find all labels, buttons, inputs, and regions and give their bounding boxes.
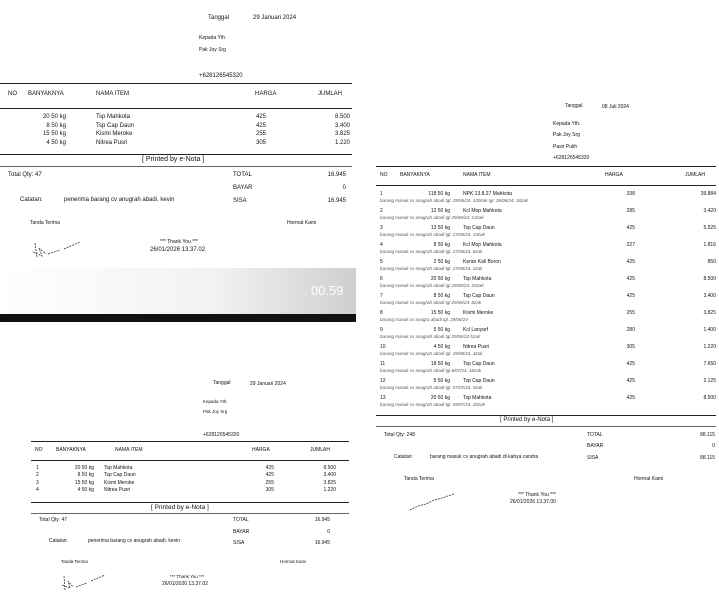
notes-label: Catatan: (20, 197, 43, 203)
row-note: barang masuk cv anugrah abadi tgl 29/06/24. 20zak (380, 283, 484, 288)
column-header-no: NO (35, 447, 43, 453)
row-note: barang masuk cv anugrah abadi tgl. 07/07/24. 5zak (380, 385, 483, 390)
row-amount: 3.400 (703, 293, 716, 299)
sender-signature-label: Hormat Kami (287, 220, 317, 226)
row-price: 280 (626, 327, 635, 333)
table-row (36, 487, 336, 495)
row-no: 13 (380, 395, 386, 401)
thank-you-message: *** Thank You *** (160, 239, 198, 245)
row-item: Nitrea Pusri (104, 487, 131, 494)
sisa-value: 88.115 (700, 455, 715, 461)
row-item: Tsp Cap Daun (463, 293, 495, 299)
row-amount: 8.500 (334, 114, 350, 121)
table-row (36, 479, 336, 487)
row-qty: 8 50 kg (433, 293, 450, 299)
recipient-label: Kepada Yth. (203, 399, 228, 404)
column-header-item: NAMA ITEM (463, 172, 491, 178)
header-bottom-rule (0, 108, 352, 109)
row-price: 425 (626, 378, 635, 384)
row-no: 7 (380, 293, 383, 299)
row-amount: 5.525 (703, 225, 716, 231)
column-header-price: HARGA (255, 91, 277, 97)
row-item: Tsp Cap Daun (463, 378, 495, 384)
receiver-signature-label: Tanda Terima (30, 220, 60, 226)
video-timer: 00.59 (311, 283, 344, 298)
row-amount: 1.400 (703, 327, 716, 333)
row-qty: 20 50 kg (430, 395, 450, 401)
row-qty: 12 50 kg (430, 208, 450, 214)
row-amount: 3.420 (703, 208, 716, 214)
row-note: barang masuk cv anugrah abadi tgl. 29/06/24. 4zak (380, 351, 483, 356)
items-table (10, 113, 350, 147)
total-value: 16.945 (327, 172, 346, 178)
row-amount: 1.220 (703, 344, 716, 350)
row-item: Tsp Cap Daun (463, 225, 495, 231)
row-qty: 5 50 kg (433, 327, 450, 333)
row-no: 4 (380, 242, 383, 248)
row-qty: 18 50 kg (430, 361, 450, 367)
receiver-signature-label: Tanda Terima (61, 559, 88, 564)
column-header-no: NO (380, 172, 388, 178)
row-note: barang masuk cv anugra abadi tgl. 29/06/24 (380, 317, 468, 322)
video-progress-bar[interactable] (0, 314, 356, 322)
column-header-qty: BANYAKNYA (56, 447, 86, 453)
row-item: Tsp Mahkota (463, 276, 492, 282)
notes-label: Catatan: (394, 454, 413, 460)
receiver-signature-label: Tanda Terima (404, 476, 434, 482)
bayar-value: 0 (342, 185, 346, 191)
column-header-amount: JUMLAH (318, 91, 343, 97)
row-qty: 4 50 kg (77, 487, 94, 494)
row-item: Kismi Meroke (96, 131, 133, 138)
row-qty: 20 50 kg (430, 276, 450, 282)
row-price: 227 (626, 242, 635, 248)
row-price: 285 (626, 208, 635, 214)
row-no: 10 (380, 344, 386, 350)
row-price: 425 (626, 361, 635, 367)
row-price: 425 (265, 464, 274, 471)
row-amount: 8.500 (323, 464, 336, 471)
row-note: barang masuk cv anugrah abadi tgl. 27/06/24. 8zak (380, 249, 483, 254)
column-header-qty: BANYAKNYA (28, 91, 64, 97)
notes-value: penerima barang cv anugrah abadi. kevin (64, 197, 175, 203)
row-price: 425 (256, 122, 267, 129)
row-no: 8 (380, 310, 383, 316)
row-amount: 3.825 (334, 131, 350, 138)
row-qty: 20 50 kg (42, 114, 66, 121)
table-bottom-rule (0, 154, 352, 155)
date-label: Tanggal (565, 103, 583, 109)
row-qty: 15 50 kg (74, 479, 94, 486)
row-no: 1 (380, 191, 383, 197)
invoice-document-a (0, 0, 356, 322)
row-price: 425 (626, 225, 635, 231)
table-row (10, 130, 350, 139)
column-header-price: HARGA (605, 172, 623, 178)
row-price: 305 (256, 139, 267, 146)
header-bottom-rule (31, 460, 349, 461)
handwritten-signature (59, 573, 109, 595)
row-note: barang masuk cv anugrah abadi tgl. 09/07/24. 20zak (380, 402, 485, 407)
row-qty: 20 50 kg (74, 464, 94, 471)
row-amount: 2.125 (703, 378, 716, 384)
recipient-label: Kepada Yth. (199, 35, 227, 41)
notes-value: penerima barang cv anugrah abadi. kevin (88, 538, 181, 544)
row-price: 425 (626, 276, 635, 282)
date-label: Tanggal (208, 15, 230, 21)
row-note: barang masuk cv anugrah abadi tgl 6/07/24. 18zak (380, 368, 482, 373)
handwritten-signature (30, 240, 86, 262)
table-row (36, 464, 336, 472)
customer-phone: +628126545320 (199, 73, 243, 79)
thank-you-message: *** Thank You *** (518, 492, 556, 498)
row-price: 425 (626, 293, 635, 299)
row-amount: 1.220 (334, 139, 350, 146)
column-header-no: NO (8, 91, 17, 97)
printed-by: [ Printed by e-Nota ] (500, 417, 554, 423)
notes-value: barang masuk cv anugrah abadi di kahya candra (430, 454, 539, 460)
row-item: Kismi Meroke (104, 479, 135, 486)
printed-timestamp: 26/01/2026 13.37.02 (150, 247, 206, 253)
row-qty: 15 50 kg (430, 310, 450, 316)
row-item: Kcl Mop Mahkota (463, 242, 502, 248)
row-note: barang masuk cv anugrah abadi tgl 29/06/24. 12zak (380, 215, 484, 220)
table-row (10, 122, 350, 131)
row-qty: 118 50 kg (428, 191, 450, 197)
row-no: 2 (380, 208, 383, 214)
row-amount: 3.825 (323, 479, 336, 486)
total-label: TOTAL (587, 432, 603, 438)
row-no: 2 (36, 472, 39, 479)
row-amount: 3.825 (703, 310, 716, 316)
sender-signature-label: Hormat Kami (280, 559, 307, 564)
row-item: Tsp Mahkota (104, 464, 133, 471)
row-amount: 7.650 (703, 361, 716, 367)
table-bottom-rule (376, 415, 716, 416)
row-item: Tsp Cap Daun (463, 361, 495, 367)
column-header-item: NAMA ITEM (96, 91, 130, 97)
column-header-item: NAMA ITEM (115, 447, 143, 453)
total-qty: Total Qty: 47 (8, 172, 42, 178)
row-qty: 8 50 kg (433, 242, 450, 248)
row-price: 425 (626, 395, 635, 401)
date-label: Tanggal (213, 380, 231, 386)
table-top-rule (0, 83, 352, 84)
printed-timestamp: 26/01/2026 13.37.00 (510, 499, 556, 505)
printed-timestamp: 26/01/2026 13.37.02 (162, 581, 208, 587)
row-item: Kcl Mop Mahkota (463, 208, 502, 214)
bayar-label: BAYAR (587, 443, 604, 449)
row-no: 3 (36, 479, 39, 486)
table-row (36, 472, 336, 480)
row-no: 9 (380, 327, 383, 333)
row-item: Kismi Meroke (463, 310, 494, 316)
row-no: 1 (36, 464, 39, 471)
customer-name: Pak Joy Srg (203, 409, 228, 414)
date-value: 29 Januari 2024 (253, 15, 297, 21)
row-no: 12 (380, 378, 386, 384)
row-note: barang masuk cv anugrah abadi tgl. 27/06/24. 13zak (380, 232, 485, 237)
thank-you-message: *** Thank You *** (170, 574, 205, 579)
customer-name: Pak Joy Srg (553, 132, 580, 138)
column-header-amount: JUMLAH (685, 172, 706, 178)
row-price: 305 (265, 487, 274, 494)
row-no: 6 (380, 276, 383, 282)
video-overlay (0, 268, 356, 314)
row-qty: 8 50 kg (46, 122, 66, 129)
date-value: 29 Januari 2024 (250, 381, 286, 387)
column-header-amount: JUMLAH (310, 447, 331, 453)
row-amount: 1.816 (703, 242, 716, 248)
row-qty: 4 50 kg (433, 344, 450, 350)
sisa-value: 16.945 (314, 540, 330, 546)
row-qty: 13 50 kg (430, 225, 450, 231)
sender-signature-label: Hormat Kami (634, 476, 664, 482)
footer-rule (0, 166, 352, 167)
table-top-rule (376, 166, 716, 167)
footer-rule (31, 513, 349, 514)
row-price: 255 (265, 479, 274, 486)
row-amount: 8.500 (703, 395, 716, 401)
table-top-rule (31, 441, 349, 442)
bayar-label: BAYAR (233, 185, 253, 191)
total-label: TOTAL (233, 517, 249, 523)
row-item: Nitrea Pusri (96, 139, 128, 146)
row-qty: 5 50 kg (433, 378, 450, 384)
total-label: TOTAL (233, 172, 252, 178)
footer-rule (376, 426, 716, 427)
row-no: 5 (380, 259, 383, 265)
row-note: barang masuk cv anugrah abadi tgl 29/06/24 5zak (380, 334, 480, 339)
row-qty: 15 50 kg (42, 131, 66, 138)
row-item: NPK 13.8.27 Mahkota (463, 191, 512, 197)
customer-name: Pak Joy Srg (199, 47, 226, 53)
bayar-value: 0 (327, 529, 330, 535)
total-qty: Total Qty: 248 (384, 432, 415, 438)
total-value: 88.115 (700, 432, 715, 438)
row-no: 11 (380, 361, 386, 367)
row-amount: 8.500 (703, 276, 716, 282)
row-amount: 39.884 (700, 191, 716, 197)
table-bottom-rule (31, 502, 349, 503)
bayar-label: BAYAR (233, 529, 250, 535)
row-item: Tsp Cap Daun (104, 472, 136, 479)
row-note: barang masuk cv anugrah abadi tgl. 27/06/24. 2zak (380, 266, 483, 271)
row-price: 305 (626, 344, 635, 350)
date-value: 08 Juli 2024 (602, 104, 629, 110)
invoice-document-b (372, 92, 719, 522)
printed-by: [ Printed by e-Nota ] (142, 156, 205, 163)
row-price: 425 (265, 472, 274, 479)
invoice-document-c (25, 370, 352, 611)
printed-by: [ Printed by e-Nota ] (151, 504, 209, 511)
table-row (10, 113, 350, 122)
handwritten-signature (408, 492, 458, 512)
row-qty: 4 50 kg (46, 139, 66, 146)
customer-phone: +628126545320 (203, 432, 240, 438)
row-item: Nitrea Pusri (463, 344, 490, 350)
row-qty: 2 50 kg (433, 259, 450, 265)
recipient-label: Kepada Yth. (553, 121, 581, 127)
notes-label: Catatan: (49, 538, 68, 544)
row-note: barang masuk cv anugrah abadi tgl 29/06/24. 8zak (380, 300, 482, 305)
row-item: Tsp Cap Daun (96, 122, 135, 129)
customer-location: Pasir Putih (553, 144, 578, 150)
row-qty: 8 50 kg (77, 472, 94, 479)
row-price: 255 (626, 310, 635, 316)
total-qty: Total Qty: 47 (39, 517, 68, 523)
row-amount: 1.220 (323, 487, 336, 494)
row-no: 3 (380, 225, 383, 231)
sisa-label: SISA (233, 540, 245, 546)
sisa-label: SISA (587, 455, 599, 461)
row-amount: 850 (707, 259, 716, 265)
items-table (36, 464, 336, 494)
row-no: 4 (36, 487, 39, 494)
row-amount: 3.400 (323, 472, 336, 479)
row-amount: 3.400 (334, 122, 350, 129)
header-bottom-rule (376, 185, 716, 186)
sisa-label: SISA (233, 198, 247, 204)
row-item: Tsp Mahkota (463, 395, 492, 401)
row-price: 338 (626, 191, 635, 197)
table-row (10, 139, 350, 148)
row-price: 255 (256, 131, 267, 138)
column-header-price: HARGA (252, 447, 270, 453)
row-item: Kcl Lanyarf (463, 327, 489, 333)
row-price: 425 (626, 259, 635, 265)
column-header-qty: BANYAKNYA (400, 172, 430, 178)
row-item: Keran Kali Boron (463, 259, 501, 265)
row-price: 425 (256, 114, 267, 121)
total-value: 16.945 (314, 517, 330, 523)
row-item: Tsp Mahkota (96, 114, 131, 121)
row-note: barang masuk cv anugrah abadi tgl. 29/06/24. 100zak tgl. 26/06/24. 18zak (380, 198, 528, 203)
sisa-value: 16.945 (327, 198, 346, 204)
customer-phone: +628126545320 (553, 155, 590, 161)
bayar-value: 0 (712, 443, 715, 449)
